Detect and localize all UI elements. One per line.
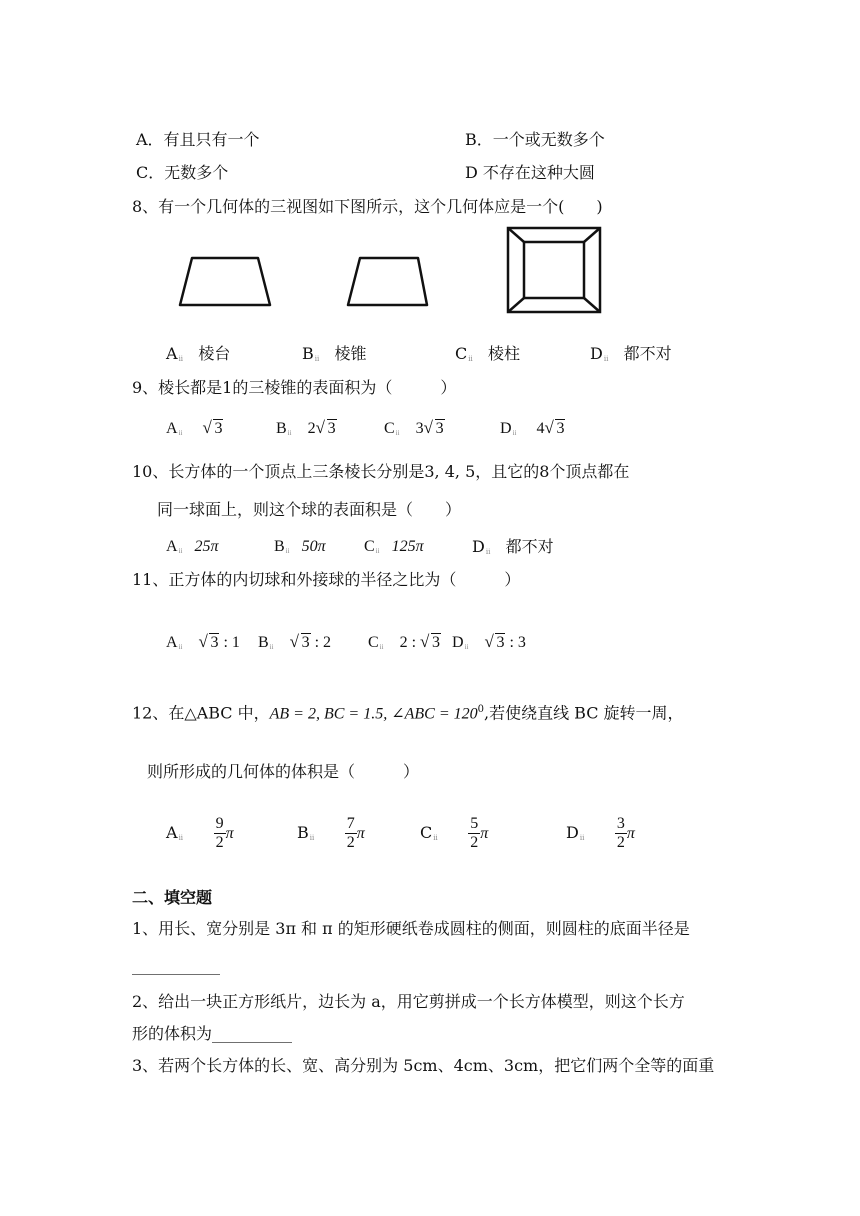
q9-stem: 9、棱长都是1的三棱锥的表面积为（ ） [132, 378, 457, 397]
q8-option-b: $B_{ii}$ 棱锥 [302, 344, 367, 363]
q12-option-a: $A_{ii}$ $\frac{9}{2}$ π [166, 815, 234, 851]
fill-q1-blank: ___________ [132, 956, 220, 975]
side-view-trapezoid [340, 250, 440, 310]
fill-q1-line1: 1、用长、宽分别是 3π 和 π 的矩形硬纸卷成圆柱的侧面，则圆柱的底面半径是 [132, 919, 690, 938]
q11-option-d: $D_{ii}$ √ 3 : 3 [452, 632, 526, 651]
q7-option-a: A．有且只有一个 [136, 130, 260, 149]
q7-option-d: D 不存在这种大圆 [465, 163, 595, 182]
q11-option-a: $A_{ii}$ √ 3 : 1 [166, 632, 240, 651]
q12-option-b: $B_{ii}$ $\frac{7}{2}$ π [297, 815, 365, 851]
q8-option-c: $C_{ii}$ 棱柱 [455, 344, 521, 363]
q12-stem-line2: 则所形成的几何体的体积是（ ） [147, 762, 420, 781]
q7-option-c: C．无数多个 [136, 163, 229, 182]
q11-option-c: $C_{ii}$ 2 : √ 3 [368, 632, 441, 651]
q9-option-c: $C_{ii}$ 3 √ 3 [384, 418, 444, 437]
q12-option-d: $D_{ii}$ $\frac{3}{2}$ π [566, 815, 635, 851]
q10-option-a: $A_{ii}$ 25π [166, 538, 219, 555]
section-title: 二、填空题 [132, 888, 213, 907]
fill-q2-line1: 2、给出一块正方形纸片，边长为 a，用它剪拼成一个长方体模型，则这个长方 [132, 992, 685, 1011]
top-view-frustum [500, 220, 610, 320]
q10-option-c: $C_{ii}$ 125π [364, 538, 424, 555]
q12-stem-line1: 12、在△ABC 中，AB = 2, BC = 1.5, ∠ABC = $120^0$,若使绕直线 BC 旋转一周， [132, 703, 684, 723]
q8-option-a: $A_{ii}$ 棱台 [166, 344, 231, 363]
q9-option-d: $D_{ii}$ 4 √ 3 [500, 418, 565, 437]
q10-option-d: $D_{ii}$ 都不对 [472, 537, 554, 556]
q11-stem: 11、正方体的内切球和外接球的半径之比为（ ） [132, 570, 521, 589]
q8-stem: 8、有一个几何体的三视图如下图所示，这个几何体应是一个( ) [132, 197, 603, 216]
fill-q3-line1: 3、若两个长方体的长、宽、高分别为 5cm、4cm、3cm，把它们两个全等的面重 [132, 1056, 715, 1075]
fill-q2-line2: 形的体积为__________ [132, 1024, 293, 1043]
q10-stem-line1: 10、长方体的一个顶点上三条棱长分别是3, 4, 5，且它的8个顶点都在 [132, 462, 630, 481]
q11-option-b: $B_{ii}$ √ 3 : 2 [258, 632, 332, 651]
q8-option-d: $D_{ii}$ 都不对 [590, 344, 672, 363]
q10-option-b: $B_{ii}$ 50π [274, 538, 326, 555]
q12-option-c: $C_{ii}$ $\frac{5}{2}$ π [420, 815, 489, 851]
q9-option-b: $B_{ii}$ 2 √ 3 [276, 418, 336, 437]
q10-stem-line2: 同一球面上，则这个球的表面积是（ ） [157, 500, 462, 519]
q9-option-a: $A_{ii}$ √ 3 [166, 418, 223, 437]
front-view-trapezoid [170, 250, 280, 310]
q7-option-b: B．一个或无数多个 [465, 130, 605, 149]
